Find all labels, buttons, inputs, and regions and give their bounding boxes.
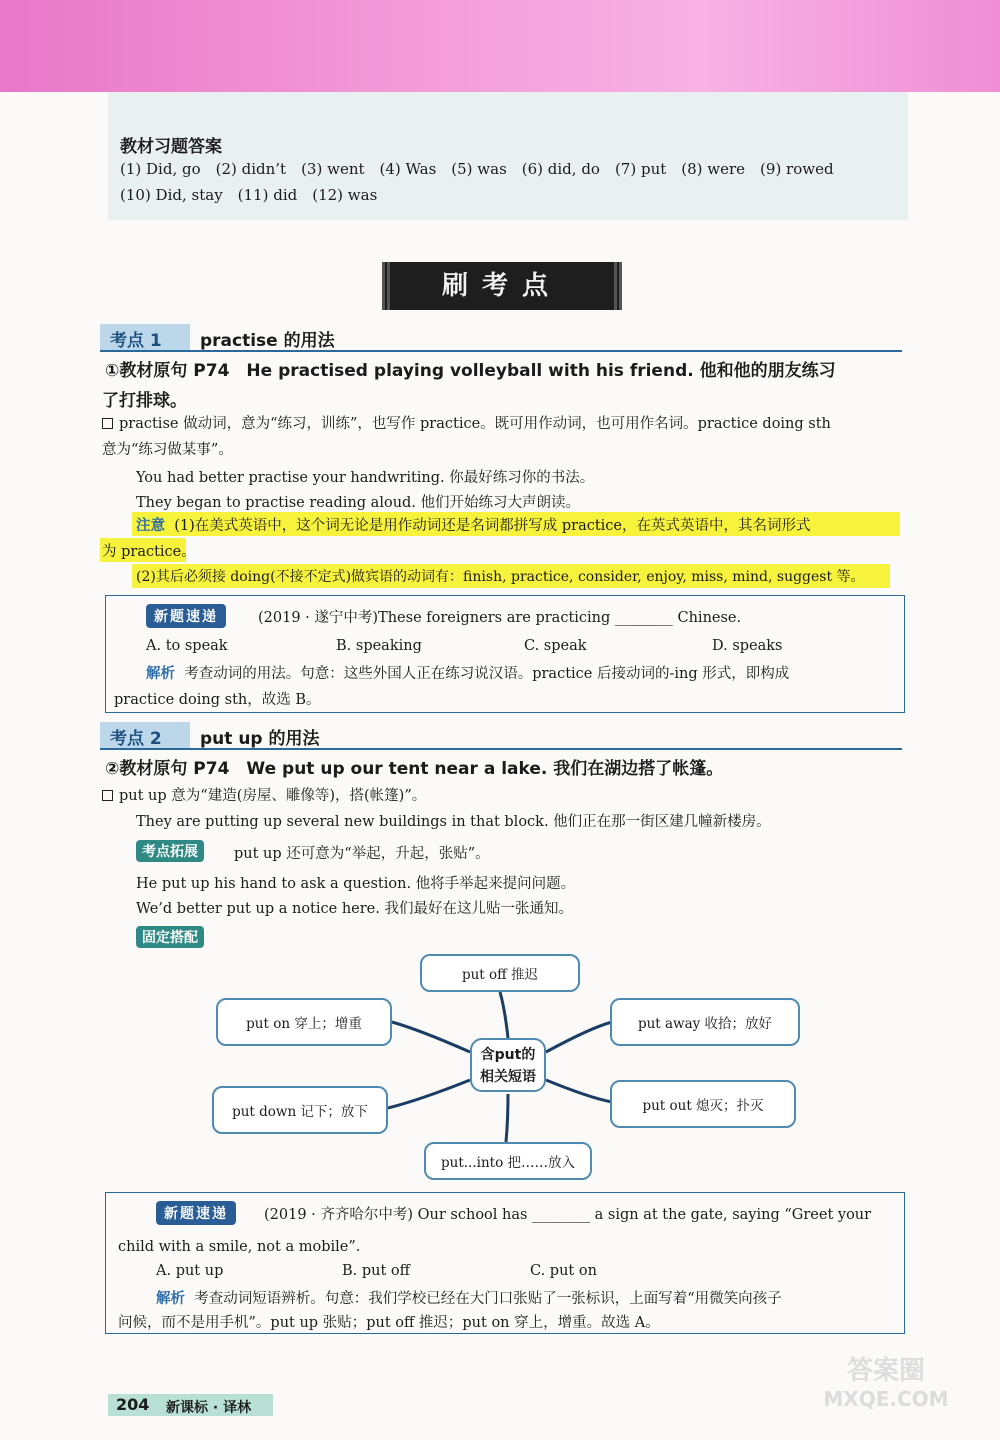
kp2-option-c: C. put on [530, 1263, 597, 1279]
kp1-note-1-cont: 为 practice。 [102, 544, 196, 560]
page-number: 204 [116, 1395, 150, 1414]
analysis-label: 解析 [156, 1291, 185, 1307]
kp1-option-c: C. speak [524, 638, 587, 654]
kp2-option-b: B. put off [342, 1263, 410, 1279]
mindmap-node-put-on: put on 穿上；增重 [216, 998, 392, 1046]
mindmap-center-node: 含put的 相关短语 [470, 1038, 546, 1092]
kp1-explanation: practise 做动词，意为“练习，训练”，也写作 practice。既可用作动词，也可用作名词。practice doing sth [102, 412, 831, 433]
kp1-option-a: A. to speak [146, 638, 228, 654]
watermark-logo: 答案圈 MXQE.COM [823, 1356, 949, 1411]
mindmap-node-put-out: put out 熄灭；扑灭 [610, 1080, 796, 1128]
kp1-original-sentence: ①教材原句 P74 He practised playing volleyball with his friend. 他和他的朋友练习 [105, 361, 836, 381]
kp2-example-1: They are putting up several new buildings in that block. 他们正在那一街区建几幢新楼房。 [136, 814, 771, 830]
new-question-badge: 新题速递 [156, 1201, 236, 1225]
key-point-1-title: practise 的用法 [200, 331, 335, 351]
mindmap-node-put-off: put off 推迟 [420, 954, 580, 992]
kp2-question-stem-cont: child with a smile, not a mobile”. [118, 1239, 361, 1255]
series-name: 新课标 · 译林 [166, 1400, 252, 1416]
kp1-explanation-cont: 意为“练习做某事”。 [102, 442, 233, 458]
kp1-analysis: 解析 考查动词的用法。句意：这些外国人正在练习说汉语。practice 后接动词的-ing 形式，即构成 [146, 666, 790, 682]
kp2-question-stem: (2019 · 齐齐哈尔中考) Our school has ________ a sign at the gate, saying “Greet your [264, 1207, 872, 1223]
kp1-note-1: 注意 (1)在美式英语中，这个词无论是用作动词还是名词都拼写成 practice，在英式英语中，其名词形式 [136, 518, 811, 534]
kp1-option-b: B. speaking [336, 638, 422, 654]
kp2-analysis-cont: 问候，而不是用手机”。put up 张贴；put off 推迟；put on 穿上，增重。故选 A。 [118, 1315, 660, 1331]
kp1-example-2: They began to practise reading aloud. 他们开始练习大声朗读。 [136, 495, 581, 511]
fixed-collocation-tag: 固定搭配 [136, 926, 204, 948]
answers-line-1: (1) Did, go (2) didn’t (3) went (4) Was (5) was (6) did, do (7) put (8) were (9) rowed [120, 160, 834, 178]
kp2-analysis: 解析 考查动词短语辨析。句意：我们学校已经在大门口张贴了一张标识，上面写着“用微笑向孩子 [156, 1291, 782, 1307]
kp2-original-sentence: ②教材原句 P74 We put up our tent near a lake. 我们在湖边搭了帐篷。 [105, 759, 724, 779]
kp1-note-2: (2)其后必须接 doing(不接不定式)做宾语的动词有：finish, practice, consider, enjoy, miss, mind, suggest 等。 [136, 569, 865, 585]
key-point-2-title: put up 的用法 [200, 729, 320, 749]
mindmap-node-put-into: put...into 把……放入 [424, 1142, 592, 1180]
mindmap-node-put-down: put down 记下；放下 [212, 1086, 388, 1134]
banner-title: 刷考点 [441, 271, 562, 301]
kp2-option-a: A. put up [156, 1263, 224, 1279]
new-question-badge: 新题速递 [146, 604, 226, 628]
extension-tag: 考点拓展 [136, 840, 204, 862]
kp2-explanation: put up 意为“建造(房屋、雕像等)，搭(帐篷)”。 [102, 784, 426, 805]
note-label: 注意 [136, 518, 165, 534]
kp1-example-1: You had better practise your handwriting. 你最好练习你的书法。 [136, 470, 595, 486]
answers-line-2: (10) Did, stay (11) did (12) was [120, 186, 378, 204]
kp1-analysis-cont: practice doing sth，故选 B。 [114, 692, 321, 708]
kp1-question-stem: (2019 · 遂宁中考)These foreigners are practicing ________ Chinese. [258, 610, 742, 626]
key-point-1-label: 考点 1 [110, 331, 162, 351]
kp1-original-sentence-cont: 了打排球。 [102, 391, 187, 411]
analysis-label: 解析 [146, 666, 175, 682]
key-point-2-label: 考点 2 [110, 729, 162, 749]
kp1-option-d: D. speaks [712, 638, 783, 654]
kp2-extension-text: put up 还可意为“举起，升起，张贴”。 [234, 846, 490, 862]
kp2-example-3: We’d better put up a notice here. 我们最好在这儿贴一张通知。 [136, 901, 573, 917]
answers-title: 教材习题答案 [120, 137, 222, 157]
kp2-example-2: He put up his hand to ask a question. 他将手举起来提问问题。 [136, 876, 576, 892]
kp2-new-question-box [105, 1192, 905, 1334]
page-footer [108, 1394, 273, 1416]
mindmap-node-put-away: put away 收拾；放好 [610, 998, 800, 1046]
